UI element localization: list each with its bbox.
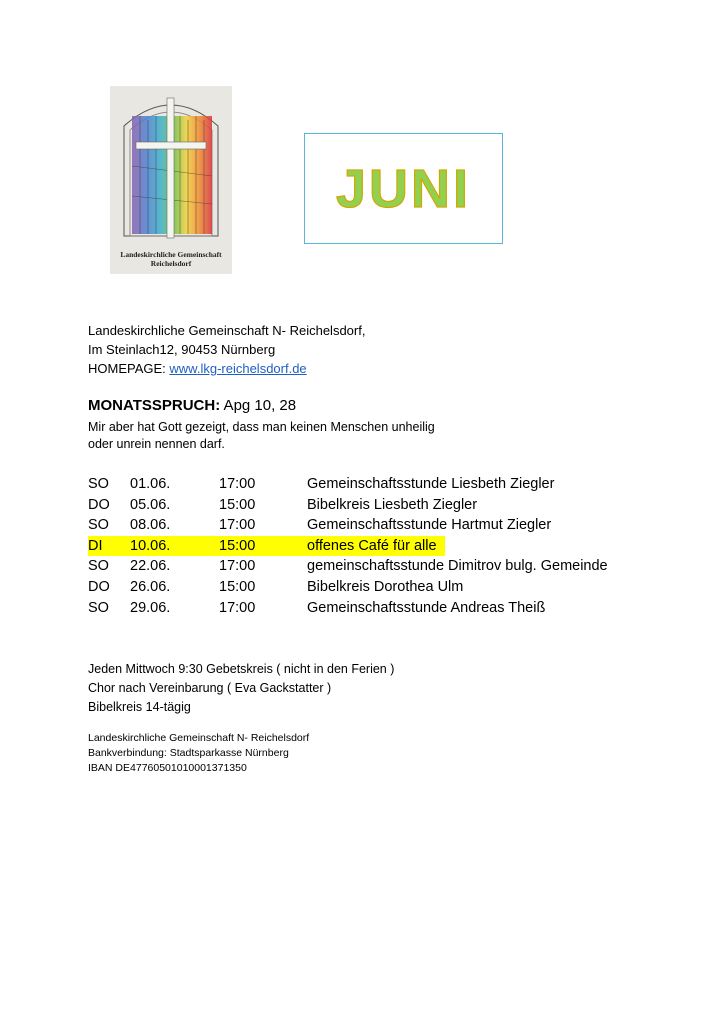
- month-title: JUNI: [335, 158, 472, 219]
- schedule-time: 17:00: [219, 517, 256, 534]
- schedule-date: 10.06.: [130, 537, 171, 554]
- schedule-time: 17:00: [219, 476, 256, 492]
- homepage-label: HOMEPAGE:: [88, 361, 170, 376]
- schedule-row: [88, 556, 648, 577]
- homepage-line: [88, 359, 365, 378]
- schedule-event: Gemeinschaftsstunde Liesbeth Ziegler: [307, 476, 555, 492]
- church-logo: [110, 86, 232, 274]
- schedule-row: [88, 577, 648, 598]
- monatsspruch-line2: oder unrein nennen darf.: [88, 437, 225, 451]
- schedule-time: 15:00: [219, 496, 256, 513]
- schedule-day: DO: [88, 496, 110, 513]
- schedule-row: [88, 495, 648, 516]
- schedule-list: [88, 474, 648, 618]
- schedule-day: SO: [88, 476, 109, 492]
- schedule-date: 22.06.: [130, 558, 171, 575]
- schedule-date: 29.06.: [130, 599, 171, 616]
- footer-line: Landeskirchliche Gemeinschaft N- Reichelsdorf: [88, 732, 310, 744]
- schedule-row: [88, 536, 648, 557]
- address-block: [88, 321, 365, 378]
- month-box: [304, 133, 503, 244]
- schedule-event: Bibelkreis Dorothea Ulm: [307, 578, 464, 595]
- homepage-link[interactable]: www.lkg-reichelsdorf.de: [169, 361, 307, 376]
- schedule-date: 08.06.: [130, 517, 171, 534]
- schedule-day: SO: [88, 517, 109, 534]
- schedule-date: 05.06.: [130, 496, 171, 513]
- address-line1: Landeskirchliche Gemeinschaft N- Reichelsdorf,: [88, 323, 366, 338]
- logo-caption-line2: Reichelsdorf: [150, 259, 192, 268]
- schedule-row: [88, 598, 648, 619]
- schedule-time: 15:00: [219, 537, 256, 554]
- schedule-time: 17:00: [219, 599, 256, 616]
- monatsspruch-heading: [88, 397, 296, 414]
- logo-caption-line1: Landeskirchliche Gemeinschaft: [120, 250, 222, 259]
- schedule-day: DI: [88, 537, 103, 554]
- note-line: Chor nach Vereinbarung ( Eva Gackstatter ): [88, 681, 332, 695]
- schedule-event: Gemeinschaftsstunde Andreas Theiß: [307, 599, 546, 616]
- schedule-event: offenes Café für alle: [307, 537, 437, 554]
- stained-glass-cross-image: [110, 86, 232, 274]
- schedule-time: 15:00: [219, 578, 256, 595]
- monatsspruch-line1: Mir aber hat Gott gezeigt, dass man keinen Menschen unheilig: [88, 420, 435, 434]
- monatsspruch-text: [88, 419, 435, 453]
- monatsspruch-ref: Apg 10, 28: [220, 397, 297, 414]
- monatsspruch-label: MONATSSPRUCH:: [88, 397, 221, 414]
- schedule-day: SO: [88, 599, 109, 616]
- schedule-date: 26.06.: [130, 578, 171, 595]
- footer-line: IBAN DE47760501010001371350: [88, 762, 247, 774]
- logo-caption: [110, 250, 232, 268]
- schedule-row: [88, 474, 648, 495]
- bank-footer: [88, 731, 309, 776]
- schedule-event: Bibelkreis Liesbeth Ziegler: [307, 496, 478, 513]
- schedule-date: 01.06.: [130, 476, 171, 492]
- note-line: Bibelkreis 14-tägig: [88, 700, 191, 714]
- schedule-row: [88, 515, 648, 536]
- note-line: Jeden Mittwoch 9:30 Gebetskreis ( nicht in den Ferien ): [88, 662, 395, 676]
- schedule-time: 17:00: [219, 558, 256, 575]
- schedule-day: SO: [88, 558, 109, 575]
- schedule-event: Gemeinschaftsstunde Hartmut Ziegler: [307, 517, 552, 534]
- notes-block: [88, 660, 394, 717]
- footer-line: Bankverbindung: Stadtsparkasse Nürnberg: [88, 747, 289, 759]
- address-line2: Im Steinlach12, 90453 Nürnberg: [88, 342, 276, 357]
- schedule-day: DO: [88, 578, 110, 595]
- schedule-event: gemeinschaftsstunde Dimitrov bulg. Gemeinde: [307, 558, 608, 575]
